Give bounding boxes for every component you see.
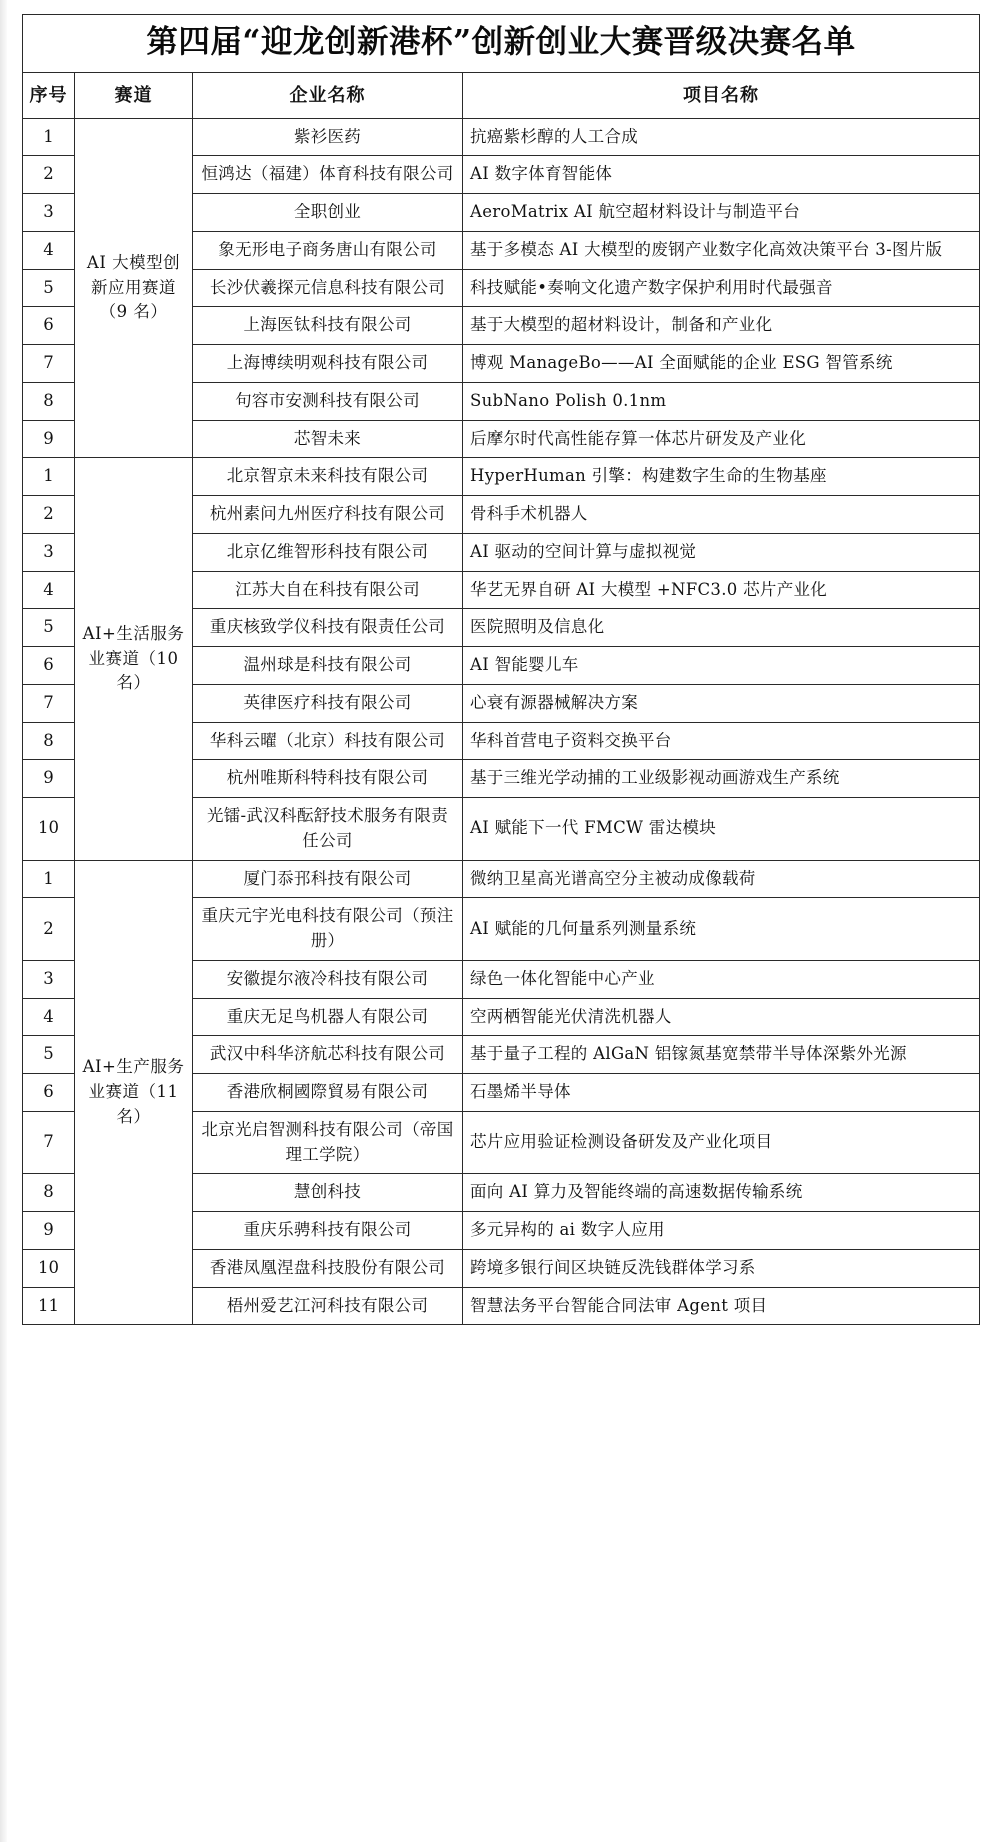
- cell-index: 6: [23, 647, 75, 685]
- scan-edge-artifact: [0, 0, 7, 1842]
- cell-project: AeroMatrix AI 航空超材料设计与制造平台: [463, 194, 980, 232]
- cell-index: 11: [23, 1287, 75, 1325]
- cell-project: 博观 ManageBo——AI 全面赋能的企业 ESG 智管系统: [463, 345, 980, 383]
- cell-index: 2: [23, 156, 75, 194]
- cell-company: 香港欣桐國際貿易有限公司: [193, 1074, 463, 1112]
- cell-project: 基于量子工程的 AlGaN 铝镓氮基宽禁带半导体深紫外光源: [463, 1036, 980, 1074]
- cell-company: 芯智未来: [193, 420, 463, 458]
- cell-company: 长沙伏羲探元信息科技有限公司: [193, 269, 463, 307]
- cell-company: 恒鸿达（福建）体育科技有限公司: [193, 156, 463, 194]
- cell-index: 8: [23, 722, 75, 760]
- cell-index: 10: [23, 1249, 75, 1287]
- cell-project: SubNano Polish 0.1nm: [463, 382, 980, 420]
- cell-index: 3: [23, 533, 75, 571]
- cell-index: 1: [23, 860, 75, 898]
- cell-project: 医院照明及信息化: [463, 609, 980, 647]
- cell-index: 9: [23, 1212, 75, 1250]
- cell-project: 心衰有源器械解决方案: [463, 684, 980, 722]
- cell-project: AI 驱动的空间计算与虚拟视觉: [463, 533, 980, 571]
- cell-index: 6: [23, 307, 75, 345]
- cell-track: AI+生活服务业赛道（10 名）: [75, 458, 193, 860]
- cell-company: 象无形电子商务唐山有限公司: [193, 231, 463, 269]
- cell-index: 1: [23, 118, 75, 156]
- cell-company: 厦门忝邘科技有限公司: [193, 860, 463, 898]
- column-header-project: 项目名称: [463, 72, 980, 118]
- cell-project: 华艺无界自研 AI 大模型 +NFC3.0 芯片产业化: [463, 571, 980, 609]
- cell-company: 上海医钛科技有限公司: [193, 307, 463, 345]
- cell-company: 安徽提尔液冷科技有限公司: [193, 960, 463, 998]
- cell-company: 重庆元宇光电科技有限公司（预注册）: [193, 898, 463, 961]
- cell-project: AI 数字体育智能体: [463, 156, 980, 194]
- cell-company: 杭州唯斯科特科技有限公司: [193, 760, 463, 798]
- cell-company: 江苏大自在科技有限公司: [193, 571, 463, 609]
- cell-project: 华科首营电子资料交换平台: [463, 722, 980, 760]
- cell-company: 慧创科技: [193, 1174, 463, 1212]
- cell-index: 6: [23, 1074, 75, 1112]
- page-title: 第四届“迎龙创新港杯”创新创业大赛晋级决赛名单: [146, 23, 856, 60]
- cell-project: AI 智能婴儿车: [463, 647, 980, 685]
- cell-index: 9: [23, 760, 75, 798]
- cell-index: 4: [23, 998, 75, 1036]
- cell-company: 梧州爱艺江河科技有限公司: [193, 1287, 463, 1325]
- cell-company: 重庆核致学仪科技有限责任公司: [193, 609, 463, 647]
- cell-index: 2: [23, 898, 75, 961]
- cell-index: 7: [23, 684, 75, 722]
- cell-index: 9: [23, 420, 75, 458]
- column-header-track: 赛道: [75, 72, 193, 118]
- column-header-company: 企业名称: [193, 72, 463, 118]
- cell-project: 抗癌紫杉醇的人工合成: [463, 118, 980, 156]
- cell-index: 8: [23, 382, 75, 420]
- cell-project: 骨科手术机器人: [463, 496, 980, 534]
- cell-index: 2: [23, 496, 75, 534]
- cell-project: 基于三维光学动捕的工业级影视动画游戏生产系统: [463, 760, 980, 798]
- cell-project: 基于多模态 AI 大模型的废钢产业数字化高效决策平台 3-图片版: [463, 231, 980, 269]
- table-row: [23, 458, 980, 496]
- cell-track: AI 大模型创新应用赛道（9 名）: [75, 118, 193, 458]
- cell-index: 8: [23, 1174, 75, 1212]
- cell-project: 面向 AI 算力及智能终端的高速数据传输系统: [463, 1174, 980, 1212]
- table-header-row: [23, 72, 980, 118]
- cell-company: 香港凤凰涅盘科技股份有限公司: [193, 1249, 463, 1287]
- cell-company: 北京智京未来科技有限公司: [193, 458, 463, 496]
- finalist-list-table: [22, 72, 980, 1326]
- cell-index: 5: [23, 609, 75, 647]
- cell-company: 华科云曜（北京）科技有限公司: [193, 722, 463, 760]
- cell-company: 英律医疗科技有限公司: [193, 684, 463, 722]
- cell-company: 北京光启智测科技有限公司（帝国理工学院）: [193, 1111, 463, 1174]
- cell-company: 上海博续明观科技有限公司: [193, 345, 463, 383]
- cell-project: 基于大模型的超材料设计，制备和产业化: [463, 307, 980, 345]
- table-body: [23, 118, 980, 1325]
- table-row: [23, 118, 980, 156]
- cell-project: 芯片应用验证检测设备研发及产业化项目: [463, 1111, 980, 1174]
- cell-project: 多元异构的 ai 数字人应用: [463, 1212, 980, 1250]
- cell-project: 微纳卫星高光谱高空分主被动成像载荷: [463, 860, 980, 898]
- cell-company: 光镭-武汉科酝舒技术服务有限责任公司: [193, 798, 463, 861]
- cell-project: 智慧法务平台智能合同法审 Agent 项目: [463, 1287, 980, 1325]
- cell-project: HyperHuman 引擎：构建数字生命的生物基座: [463, 458, 980, 496]
- column-header-index: 序号: [23, 72, 75, 118]
- cell-index: 4: [23, 571, 75, 609]
- cell-index: 5: [23, 1036, 75, 1074]
- cell-index: 3: [23, 960, 75, 998]
- cell-project: AI 赋能的几何量系列测量系统: [463, 898, 980, 961]
- cell-project: 绿色一体化智能中心产业: [463, 960, 980, 998]
- cell-company: 杭州素问九州医疗科技有限公司: [193, 496, 463, 534]
- table-header: [23, 72, 980, 118]
- cell-company: 重庆乐骋科技有限公司: [193, 1212, 463, 1250]
- cell-company: 武汉中科华济航芯科技有限公司: [193, 1036, 463, 1074]
- cell-index: 7: [23, 345, 75, 383]
- cell-company: 温州球是科技有限公司: [193, 647, 463, 685]
- table-row: [23, 860, 980, 898]
- cell-company: 重庆无足鸟机器人有限公司: [193, 998, 463, 1036]
- cell-company: 北京亿维智形科技有限公司: [193, 533, 463, 571]
- cell-project: 跨境多银行间区块链反洗钱群体学习系: [463, 1249, 980, 1287]
- title-banner: [22, 14, 980, 72]
- cell-index: 5: [23, 269, 75, 307]
- cell-project: AI 赋能下一代 FMCW 雷达模块: [463, 798, 980, 861]
- cell-index: 4: [23, 231, 75, 269]
- cell-index: 3: [23, 194, 75, 232]
- cell-company: 句容市安测科技有限公司: [193, 382, 463, 420]
- cell-company: 紫衫医药: [193, 118, 463, 156]
- cell-project: 空两栖智能光伏清洗机器人: [463, 998, 980, 1036]
- cell-index: 7: [23, 1111, 75, 1174]
- cell-index: 10: [23, 798, 75, 861]
- cell-track: AI+生产服务业赛道（11 名）: [75, 860, 193, 1325]
- cell-project: 后摩尔时代高性能存算一体芯片研发及产业化: [463, 420, 980, 458]
- cell-company: 全职创业: [193, 194, 463, 232]
- cell-project: 科技赋能•奏响文化遗产数字保护利用时代最强音: [463, 269, 980, 307]
- cell-project: 石墨烯半导体: [463, 1074, 980, 1112]
- cell-index: 1: [23, 458, 75, 496]
